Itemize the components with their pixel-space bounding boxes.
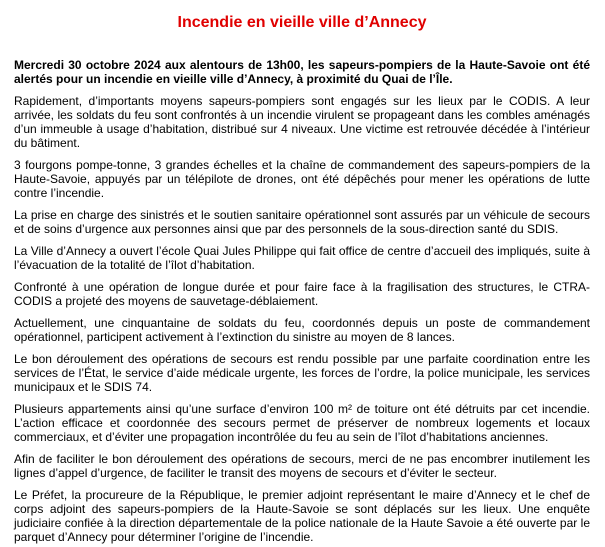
body-paragraph-4: La Ville d’Annecy a ouvert l’école Quai Jules Philippe qui fait office de centre d’accueil des impliqués, suite à l’évacuation de la totalité de l’îlot d’habitation.	[14, 244, 590, 272]
body-paragraph-9: Afin de faciliter le bon déroulement des opérations de secours, merci de ne pas encombrer inutilement les lignes d’appel d’urgence, de faciliter le transit des moyens de secours et d’éviter le secteur.	[14, 452, 590, 480]
body-paragraph-5: Confronté à une opération de longue durée et pour faire face à la fragilisation des structures, le CTRA-CODIS a projeté des moyens de sauvetage-déblaiement.	[14, 280, 590, 308]
body-paragraph-10: Le Préfet, la procureure de la République, le premier adjoint représentant le maire d’Annecy et le chef de corps adjoint des sapeurs-pompiers de la Haute-Savoie se sont déplacés sur les lieux. Une enquête judiciaire confiée à la direction départementale de la police nationale de la Haute Savoie a été ouverte par le parquet d’Annecy pour déterminer l’origine de l’incendie.	[14, 488, 590, 544]
body-paragraph-6: Actuellement, une cinquantaine de soldats du feu, coordonnés depuis un poste de commandement opérationnel, participent activement à l’extinction du sinistre au moyen de 8 lances.	[14, 316, 590, 344]
page-title: Incendie en vieille ville d’Annecy	[177, 14, 427, 31]
body-paragraph-8: Plusieurs appartements ainsi qu’une surface d’environ 100 m² de toiture ont été détruits par cet incendie. L’action efficace et coordonnée des secours permet de préserver de nombreux logements et locaux commerciaux, et d’éviter une propagation incontrôlée du feu au sein de l’îlot d’habitations anciennes.	[14, 402, 590, 444]
lead-paragraph: Mercredi 30 octobre 2024 aux alentours de 13h00, les sapeurs-pompiers de la Haute-Savoie ont été alertés pour un incendie en vieille ville d’Annecy, à proximité du Quai de l’Île.	[14, 58, 590, 86]
body-paragraph-7: Le bon déroulement des opérations de secours est rendu possible par une parfaite coordination entre les services de l’État, le service d’aide médicale urgente, les forces de l’ordre, la police municipale, les services municipaux et le SDIS 74.	[14, 352, 590, 394]
body-paragraph-3: La prise en charge des sinistrés et le soutien sanitaire opérationnel sont assurés par un véhicule de secours et de soins d’urgence aux personnes ainsi que par des personnels de la sous-direction santé du SDIS.	[14, 208, 590, 236]
body-paragraph-1: Rapidement, d’importants moyens sapeurs-pompiers sont engagés sur les lieux par le CODIS. A leur arrivée, les soldats du feu sont confrontés à un incendie virulent se propageant dans les combles aménagés d’un immeuble à usage d’habitation, distribué sur 4 niveaux. Une victime est retrouvée décédée à l’intérieur du bâtiment.	[14, 94, 590, 150]
body-paragraph-2: 3 fourgons pompe-tonne, 3 grandes échelles et la chaîne de commandement des sapeurs-pompiers de la Haute-Savoie, appuyés par un télépilote de drones, ont été dépêchés pour mener les opérations de lutte contre l’incendie.	[14, 158, 590, 200]
